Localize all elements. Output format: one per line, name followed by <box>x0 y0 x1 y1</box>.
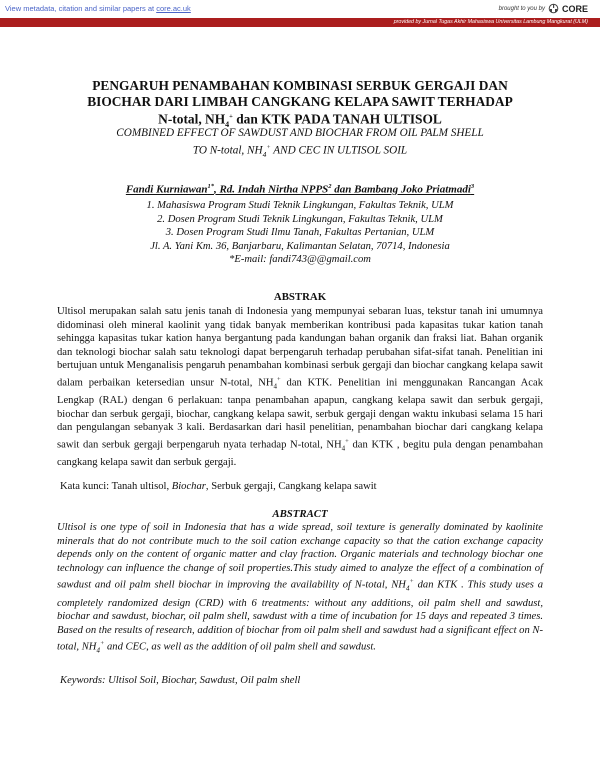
abstrak-text-a: Ultisol merupakan salah satu jenis tanah di Indonesia yang mempunyai sebaran luas, tekstur tanah ini umumnya didominasi oleh mineral kaolinit yang tidak banyak memberikan kontribusi pada kapasitas tukar kation tanah sehingga kapasitas tukar kation hanya bergantung pada kandungan bahan organik dan fraksi liat. Bahan organik dan teknologi biochar salah satu teknologi dapat berpengaruh terhadap perubahan sifat-sifat tanah. Penelitian ini bertujuan untuk Menganalisis pengaruh penambahan kombinasi serbuk gergaji dan biochar cangkang kelapa sawit dalam perbaikan ketersedian unsur N-total, NH <box>57 306 543 389</box>
core-link-prefix: View metadata, citation and similar papers at <box>5 4 157 13</box>
affiliations <box>40 199 560 267</box>
affiliation-2: 2. Dosen Program Studi Teknik Lingkungan, Fakultas Teknik, ULM <box>157 213 443 225</box>
provider-strip <box>0 18 600 27</box>
abstrak-text-c: dan KTK , begitu pula dengan penambahan cangkang kelapa sawit dan serbuk gergaji. <box>57 439 543 469</box>
affiliation-3: 3. Dosen Program Studi Ilmu Tanah, Fakultas Pertanian, ULM <box>165 227 435 238</box>
title-line-1: PENGARUH PENAMBAHAN KOMBINASI SERBUK GERGAJI DAN <box>92 78 508 93</box>
title-line-2: BIOCHAR DARI LIMBAH CANGKANG KELAPA SAWIT TERHADAP <box>87 93 513 109</box>
abstract-text-a: Ultisol is one type of soil in Indonesia that has a wide spread, soil texture is generally dominated by kaolinite minerals that do not contribute much to the soil cation exchange capacity so that the cation exchange capacity depends only on the content of organic matter and clay fraction. Organic materials and technology biochar one technology can influence the change of soil properties.This study aimed to analyze the effect of a combination of sawdust and oil palm shell biochar in improving the availability of N-total, NH <box>57 522 543 591</box>
abstract-text <box>57 521 543 659</box>
title-sub: 4 <box>225 120 230 130</box>
title-line-3-b: dan KTK PADA TANAH ULTISOL <box>232 111 442 127</box>
title-en-line-2 <box>40 141 560 161</box>
title-en-line-2-a: TO N-total, NH <box>192 144 263 157</box>
core-brand[interactable] <box>499 3 588 14</box>
title-en-sub: 4 <box>262 149 267 159</box>
title-sup: + <box>229 113 233 120</box>
kata-kunci <box>60 481 377 492</box>
abstrak-sub-2: 4 <box>341 444 346 453</box>
title-en-line-1: COMBINED EFFECT OF SAWDUST AND BIOCHAR FROM OIL PALM SHELL <box>116 127 484 139</box>
kata-kunci-biochar: Biochar <box>171 481 206 492</box>
abstrak-sup-1: + <box>277 375 281 383</box>
kata-kunci-rest: , Serbuk gergaji, Cangkang kelapa sawit <box>205 481 377 492</box>
abstract-heading: ABSTRACT <box>272 508 328 520</box>
kata-kunci-label: Kata kunci: Tanah ultisol, <box>60 481 172 492</box>
paper-title-english <box>40 127 560 161</box>
abstract-sub-2: 4 <box>96 647 100 656</box>
abstract-text-c: and CEC, as well as the addition of oil palm shell and sawdust. <box>104 641 376 653</box>
abstrak-text <box>57 305 543 470</box>
affiliation-1: 1. Mahasiswa Program Studi Teknik Lingkungan, Fakultas Teknik, ULM <box>146 200 454 211</box>
abstrak-sub-1: 4 <box>273 382 278 391</box>
title-en-sup: + <box>266 143 271 151</box>
core-brand-name: CORE <box>561 3 588 14</box>
abstrak-heading: ABSTRAK <box>273 291 327 303</box>
abstract-sup-2: + <box>99 640 105 648</box>
author-1-sup: 1* <box>207 183 214 190</box>
core-link-text[interactable]: core.ac.uk <box>156 4 191 13</box>
keywords: Keywords: Ultisol Soil, Biochar, Sawdust, Oil palm shell <box>60 675 301 686</box>
author-3: dan Bambang Joko Priatmadi <box>331 183 471 196</box>
author-list <box>40 183 560 196</box>
author-2: , Rd. Indah Nirtha NPPS <box>213 183 329 196</box>
core-logo-icon <box>548 3 559 14</box>
core-metadata-link[interactable] <box>5 4 191 13</box>
abstrak-sup-2: + <box>345 437 349 445</box>
abstract-sub-1: 4 <box>405 585 410 594</box>
brought-by-text: brought to you by <box>498 5 545 12</box>
abstrak-text-b: dan KTK. Penelitian ini menggunakan Rancangan Acak Lengkap (RAL) dengan 6 perlakuan: tanpa penambahan apapun, cangkang kelapa sawit dan serbuk gergaji, biochar dan serbuk gergaji, biochar, cangkang kelapa sawit, serbuk gergaji dengan waktu inkubasi selama 15 hari dan pengulangan sebanyak 3 kali. Berdasarkan dari hasil penelitian, penambahan biochar dari cangkang kelapa sawit dan serbuk gergaji berpengaruh nyata terhadap N-total, NH <box>57 377 544 451</box>
abstract-sup-1: + <box>409 578 414 586</box>
provider-text: provided by Jurnal Tugas Akhir Mahasiswa Universitas Lambung Mangkurat (ULM) <box>393 19 588 25</box>
author-2-sup: 2 <box>328 183 332 190</box>
title-en-line-2-b: AND CEC IN ULTISOL SOIL <box>270 144 408 157</box>
author-1: Fandi Kurniawan <box>125 183 208 196</box>
title-line-3-a: N-total, NH <box>158 111 226 127</box>
author-3-sup: 3 <box>470 183 475 190</box>
paper-title <box>40 78 560 133</box>
affiliation-email: *E-mail: fandi743@@gmail.com <box>229 254 371 265</box>
affiliation-address: Jl. A. Yani Km. 36, Banjarbaru, Kalimantan Selatan, 70714, Indonesia <box>150 240 450 252</box>
abstract-text-b: dan KTK . This study uses a completely randomized design (CRD) with 6 treatments: without any additions, oil palm shell and sawdust, biochar and sawdust, biochar, oil palm shell, sawdust with a time of incubation for 15 days and repeated 3 times. Based on the results of research, addition of biochar from oil palm shell and sawdust had a significant effect on N-total, NH <box>57 579 544 653</box>
